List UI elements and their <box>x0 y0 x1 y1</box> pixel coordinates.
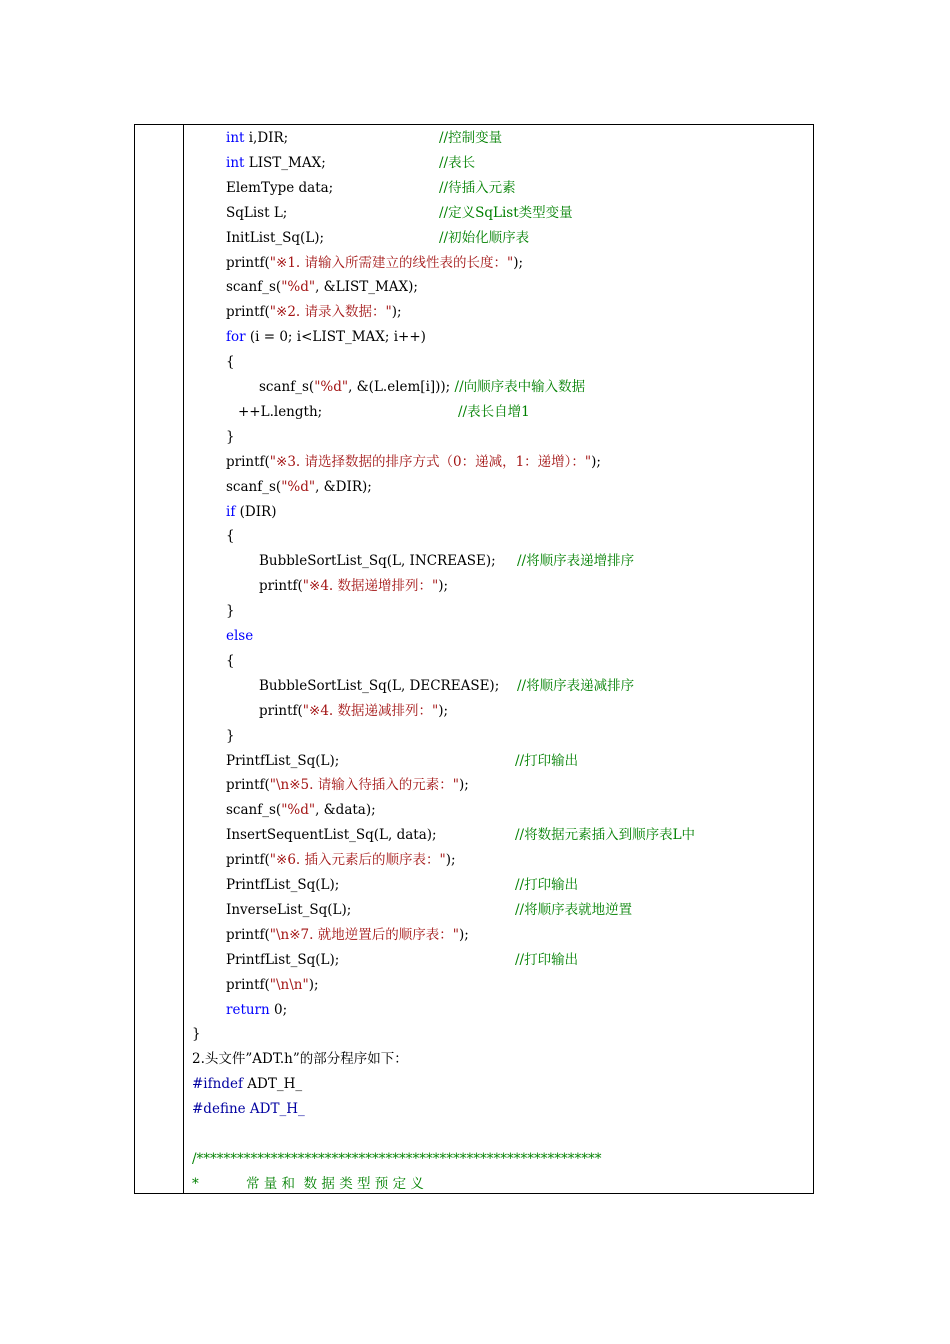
code-token: } <box>226 727 235 744</box>
code-line <box>226 848 456 873</box>
code-line <box>226 524 235 549</box>
code-token: #ifndef <box>192 1076 243 1093</box>
code-token: "\n※7. 就地逆置后的顺序表：" <box>269 926 459 943</box>
code-token: scanf_s( <box>226 802 282 819</box>
code-token: LIST_MAX; <box>244 154 326 171</box>
code-token: } <box>226 428 235 445</box>
code-line <box>226 873 339 898</box>
code-line <box>226 126 288 151</box>
code-token: ADT_H_ <box>245 1101 305 1118</box>
code-token: "%d" <box>314 379 349 395</box>
code-token: "%d" <box>281 478 316 495</box>
code-line <box>226 226 324 251</box>
code-token: printf( <box>226 453 270 470</box>
code-line <box>226 475 372 500</box>
code-token: int <box>226 154 245 171</box>
code-token: "%d" <box>281 802 316 819</box>
code-token: BubbleSortList_Sq(L, INCREASE); <box>259 553 496 570</box>
code-token: printf( <box>226 777 270 794</box>
code-token: , &DIR); <box>315 478 372 495</box>
code-token: ADT_H_ <box>242 1076 303 1093</box>
code-token: printf( <box>259 578 303 595</box>
code-token: InsertSequentList_Sq(L, data); <box>226 827 437 844</box>
code-token: SqList L; <box>226 204 288 221</box>
code-token: printf( <box>226 976 270 993</box>
code-line <box>192 1047 408 1072</box>
code-line <box>259 549 496 574</box>
code-token: ); <box>438 702 449 719</box>
code-line <box>226 201 287 226</box>
code-token: "※1. 请输入所需建立的线性表的长度：" <box>269 254 514 271</box>
code-comment: //将数据元素插入到顺序表L中 <box>515 827 696 844</box>
code-comment: //将顺序表递减排序 <box>517 677 635 694</box>
code-token: } <box>226 603 235 620</box>
code-token: PrintfList_Sq(L); <box>226 877 340 893</box>
code-token: "※3. 请选择数据的排序方式（0：递减，1：递增）：" <box>269 453 592 470</box>
code-token: int <box>226 130 245 146</box>
code-token: printf( <box>226 926 270 943</box>
code-token: printf( <box>259 702 303 719</box>
code-token: "%d" <box>281 279 316 296</box>
code-token: (DIR) <box>235 503 277 520</box>
code-token: for <box>226 329 246 346</box>
code-line <box>226 798 376 823</box>
code-comment: //打印输出 <box>515 877 579 893</box>
code-line <box>192 1147 602 1172</box>
code-line <box>259 699 448 724</box>
code-token: InitList_Sq(L); <box>226 229 325 246</box>
code-comment: //表长 <box>439 154 476 171</box>
code-token: #define <box>192 1101 246 1118</box>
code-line <box>226 500 276 525</box>
code-comment: //表长自增1 <box>458 403 530 420</box>
code-comment: //待插入元素 <box>439 179 516 196</box>
code-line <box>226 300 402 325</box>
code-token: printf( <box>226 304 270 321</box>
code-line <box>192 1172 424 1197</box>
code-token: , &data); <box>315 802 376 819</box>
code-line <box>226 599 235 624</box>
code-token: (i = 0; i<LIST_MAX; i++) <box>245 329 426 346</box>
code-line <box>226 998 287 1023</box>
code-token: { <box>226 528 235 545</box>
code-token: /************************************************************ <box>192 1150 602 1167</box>
code-token: "\n※5. 请输入待插入的元素：" <box>269 777 459 794</box>
code-token: printf( <box>226 852 270 869</box>
code-line <box>226 823 437 848</box>
code-token: ); <box>458 926 469 943</box>
code-comment: //打印输出 <box>515 752 579 769</box>
code-token: scanf_s( <box>226 279 282 296</box>
code-line <box>226 973 319 998</box>
code-line <box>259 574 448 599</box>
code-token: scanf_s( <box>226 478 282 495</box>
code-line <box>226 649 235 674</box>
code-token: ); <box>308 976 319 993</box>
code-token: , &LIST_MAX); <box>315 279 418 296</box>
code-token: ++L.length; <box>238 403 323 420</box>
code-token: { <box>226 652 235 669</box>
code-token: BubbleSortList_Sq(L, DECREASE); <box>259 677 500 694</box>
code-line <box>226 724 235 749</box>
code-token: scanf_s( <box>259 379 315 395</box>
code-token: ); <box>591 453 601 470</box>
code-token: "※4. 数据递减排列：" <box>302 702 439 719</box>
code-token: , &(L.elem[i])); <box>348 379 455 395</box>
code-line <box>226 773 469 798</box>
code-line <box>226 275 418 300</box>
code-line <box>226 425 235 450</box>
code-token: ); <box>438 578 449 595</box>
code-line <box>226 948 339 973</box>
code-token: ); <box>445 852 456 869</box>
code-token: if <box>226 503 236 520</box>
code-token: //向顺序表中输入数据 <box>454 379 586 395</box>
code-line <box>226 151 326 176</box>
code-token: ); <box>458 777 469 794</box>
code-token: 2.头文件”ADT.h”的部分程序如下： <box>192 1051 408 1068</box>
code-comment: //控制变量 <box>439 130 503 146</box>
code-comment: //定义SqList类型变量 <box>439 204 573 221</box>
code-comment: //将顺序表就地逆置 <box>515 901 633 918</box>
code-token: ); <box>391 304 402 321</box>
code-token: i,DIR; <box>244 130 289 146</box>
code-token: InverseList_Sq(L); <box>226 901 352 918</box>
code-line <box>226 251 523 276</box>
code-line <box>226 624 253 649</box>
code-table <box>134 124 814 1194</box>
code-line <box>192 1022 201 1047</box>
code-line <box>226 176 333 201</box>
code-token: printf( <box>226 254 270 271</box>
code-comment: //将顺序表递增排序 <box>517 553 635 570</box>
code-token: else <box>226 628 254 644</box>
code-line <box>192 1097 305 1122</box>
code-token: ElemType data; <box>226 179 334 196</box>
code-token: "※2. 请录入数据：" <box>269 304 392 321</box>
code-line <box>226 450 601 475</box>
code-line <box>226 325 426 350</box>
code-token: "※4. 数据递增排列：" <box>302 578 439 595</box>
code-token: ); <box>513 254 524 271</box>
code-line <box>259 375 585 400</box>
code-token: "\n\n" <box>269 976 309 993</box>
code-comment: //初始化顺序表 <box>439 229 530 246</box>
code-token: PrintfList_Sq(L); <box>226 951 340 968</box>
code-line <box>226 350 235 375</box>
code-line <box>192 1072 302 1097</box>
code-token: * 常 量 和 数 据 类 型 预 定 义 <box>192 1175 424 1192</box>
code-token: "※6. 插入元素后的顺序表：" <box>269 852 446 869</box>
code-line <box>259 674 499 699</box>
code-line <box>226 898 351 923</box>
code-token: } <box>192 1026 201 1043</box>
code-token: PrintfList_Sq(L); <box>226 752 340 769</box>
code-comment: //打印输出 <box>515 951 579 968</box>
code-token: return <box>226 1001 270 1018</box>
code-token: { <box>226 354 235 371</box>
code-line <box>226 923 469 948</box>
code-line <box>226 749 339 774</box>
code-line <box>238 400 322 425</box>
code-token: 0; <box>269 1001 288 1018</box>
code-listing <box>135 125 813 1193</box>
